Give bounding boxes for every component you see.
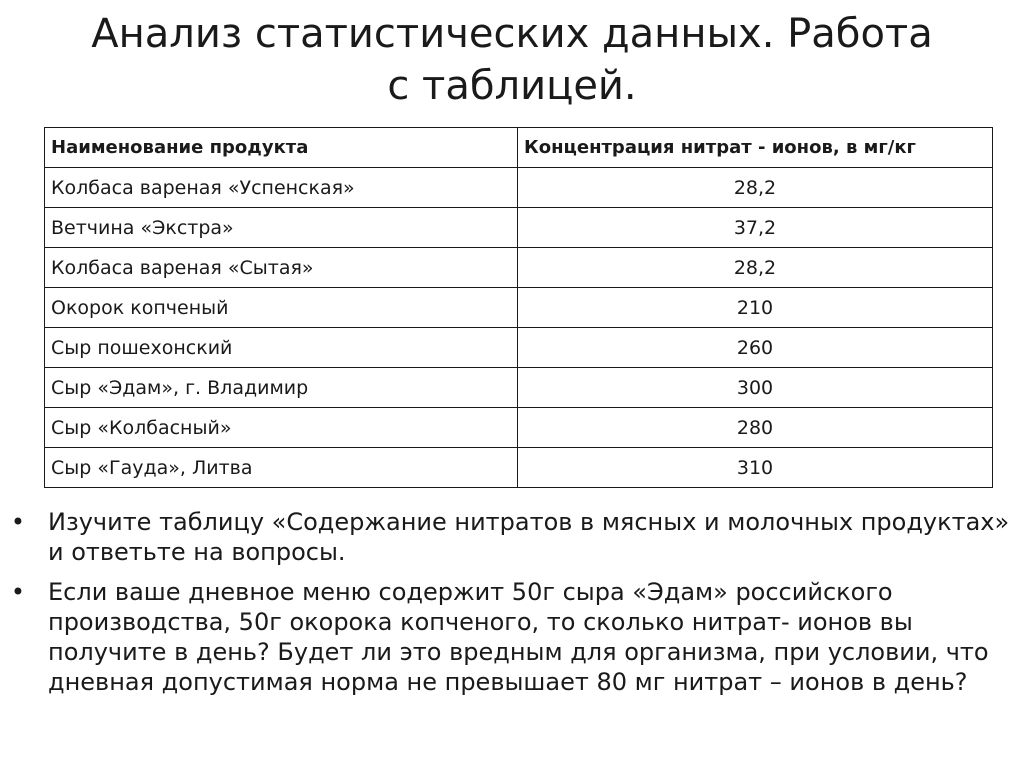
table-row [45, 288, 993, 328]
concentration-cell: 280 [518, 408, 993, 448]
list-item [0, 507, 1024, 567]
product-name-cell: Колбаса вареная «Сытая» [45, 248, 518, 288]
concentration-cell: 310 [518, 448, 993, 488]
product-name-cell: Окорок копченый [45, 288, 518, 328]
table-row [45, 448, 993, 488]
nitrate-table [44, 127, 993, 488]
bullet-dot-icon: • [10, 578, 26, 606]
slide-title-line-2: с таблицей. [387, 63, 637, 109]
product-name-cell: Сыр «Гауда», Литва [45, 448, 518, 488]
header-nitrate-concentration: Концентрация нитрат - ионов, в мг/кг [518, 128, 993, 168]
product-name-cell: Колбаса вареная «Успенская» [45, 168, 518, 208]
bullet-text: Если ваше дневное меню содержит 50г сыра «Эдам» российского производства, 50г окорока копченого, то сколько нитрат- ионов вы получите в день? Будет ли это вредным для организма, при условии, что дневная допустимая норма не превышает 80 мг нитрат – ионов в день? [48, 578, 989, 696]
concentration-cell: 260 [518, 328, 993, 368]
product-name-cell: Сыр пошехонский [45, 328, 518, 368]
table-header-row [45, 128, 993, 168]
table-row [45, 368, 993, 408]
bullet-dot-icon: • [10, 508, 26, 536]
bullet-text: Изучите таблицу «Содержание нитратов в мясных и молочных продуктах» и ответьте на вопросы. [48, 508, 1010, 566]
product-name-cell: Сыр «Эдам», г. Владимир [45, 368, 518, 408]
product-name-cell: Сыр «Колбасный» [45, 408, 518, 448]
task-bullet-list [0, 507, 1024, 707]
concentration-cell: 300 [518, 368, 993, 408]
table-row [45, 248, 993, 288]
table-row [45, 208, 993, 248]
concentration-cell: 210 [518, 288, 993, 328]
list-item [0, 577, 1024, 697]
product-name-cell: Ветчина «Экстра» [45, 208, 518, 248]
concentration-cell: 28,2 [518, 248, 993, 288]
table-row [45, 408, 993, 448]
concentration-cell: 37,2 [518, 208, 993, 248]
header-product-name: Наименование продукта [45, 128, 518, 168]
slide-title [0, 8, 1024, 112]
concentration-cell: 28,2 [518, 168, 993, 208]
table-row [45, 168, 993, 208]
slide-title-line-1: Анализ статистических данных. Работа [91, 11, 933, 57]
table-row [45, 328, 993, 368]
